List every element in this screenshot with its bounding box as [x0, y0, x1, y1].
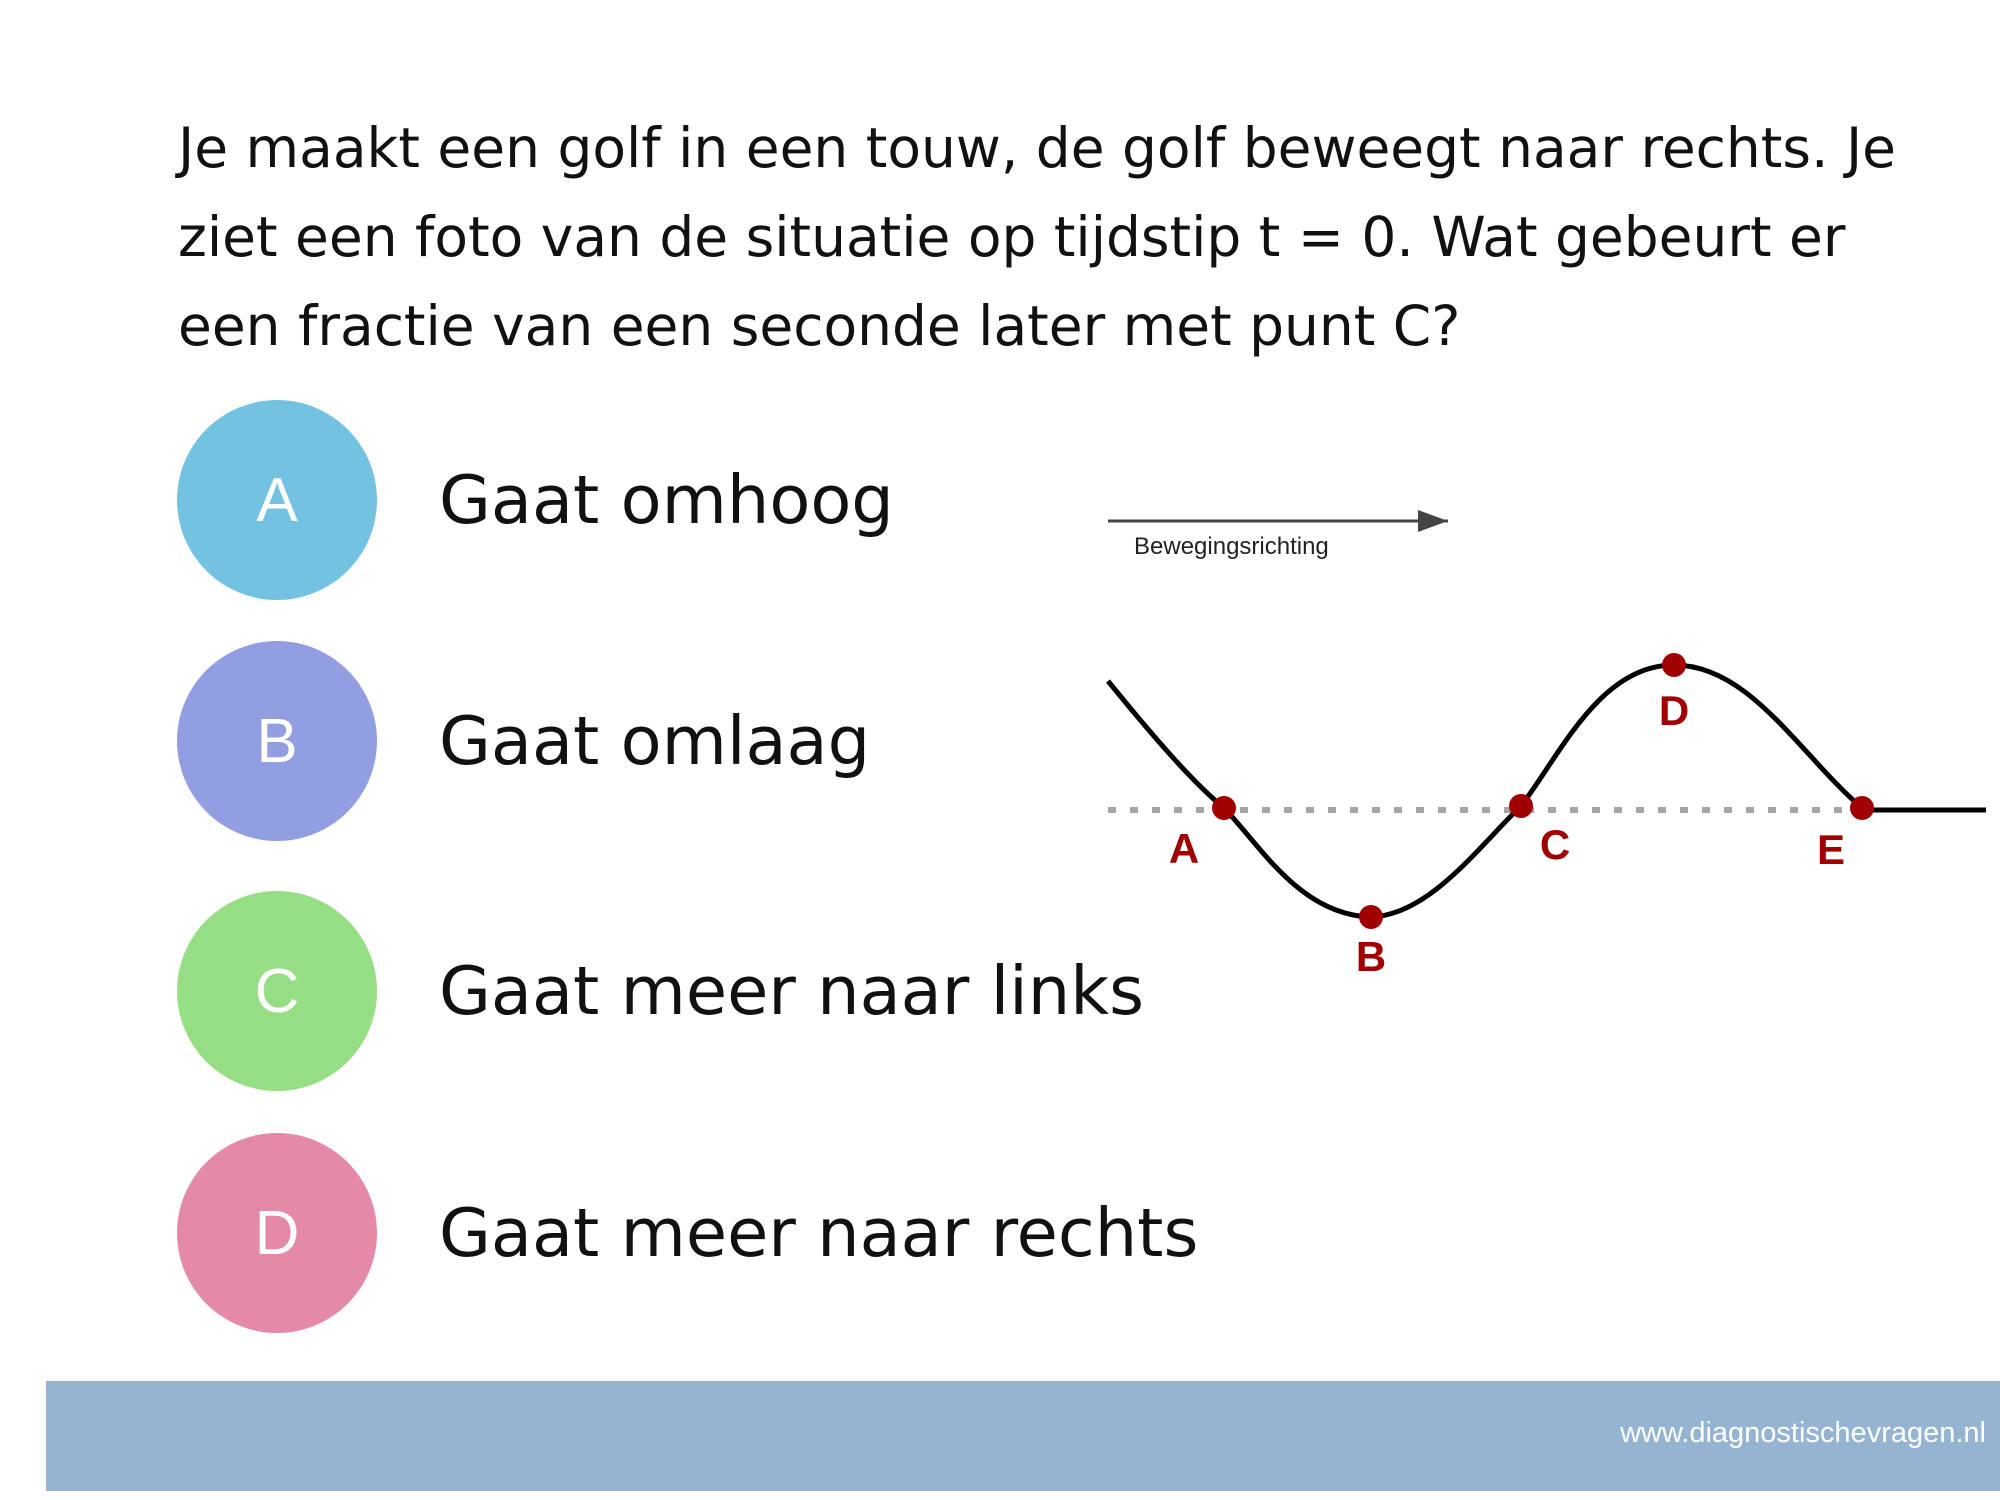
wave-diagram	[1100, 495, 1990, 1015]
point-e-label: E	[1816, 826, 1846, 873]
footer-url: www.diagnostischevragen.nl	[1620, 1417, 1986, 1449]
option-b-label: Gaat omlaag	[439, 702, 871, 780]
point-a-marker	[1212, 796, 1236, 820]
option-d[interactable]	[177, 1133, 1199, 1333]
option-a[interactable]	[177, 400, 1177, 600]
footer-bar	[46, 1381, 2000, 1491]
point-d-label: D	[1658, 687, 1690, 734]
point-d-marker	[1662, 653, 1686, 677]
option-c-label: Gaat meer naar links	[439, 952, 1144, 1030]
point-b-label: B	[1355, 933, 1387, 980]
option-b-badge: B	[177, 641, 377, 841]
option-d-label: Gaat meer naar rechts	[439, 1194, 1199, 1272]
direction-label: Bewegingsrichting	[1134, 533, 1329, 560]
arrow-head-icon	[1418, 510, 1448, 532]
point-b-marker	[1359, 905, 1383, 929]
option-c[interactable]	[177, 891, 1177, 1091]
wave-curve	[1108, 665, 1862, 917]
point-c-marker	[1509, 794, 1533, 818]
option-a-label: Gaat omhoog	[439, 461, 894, 539]
option-a-badge: A	[177, 400, 377, 600]
point-a-label: A	[1168, 825, 1200, 872]
point-e-marker	[1850, 796, 1874, 820]
option-d-badge: D	[177, 1133, 377, 1333]
question-text: Je maakt een golf in een touw, de golf beweegt naar rechts. Je ziet een foto van de situatie op tijdstip t = 0. Wat gebeurt er een fractie van een seconde later met punt C?	[178, 116, 1897, 358]
option-b[interactable]	[177, 641, 1177, 841]
point-c-label: C	[1539, 821, 1571, 868]
option-c-badge: C	[177, 891, 377, 1091]
